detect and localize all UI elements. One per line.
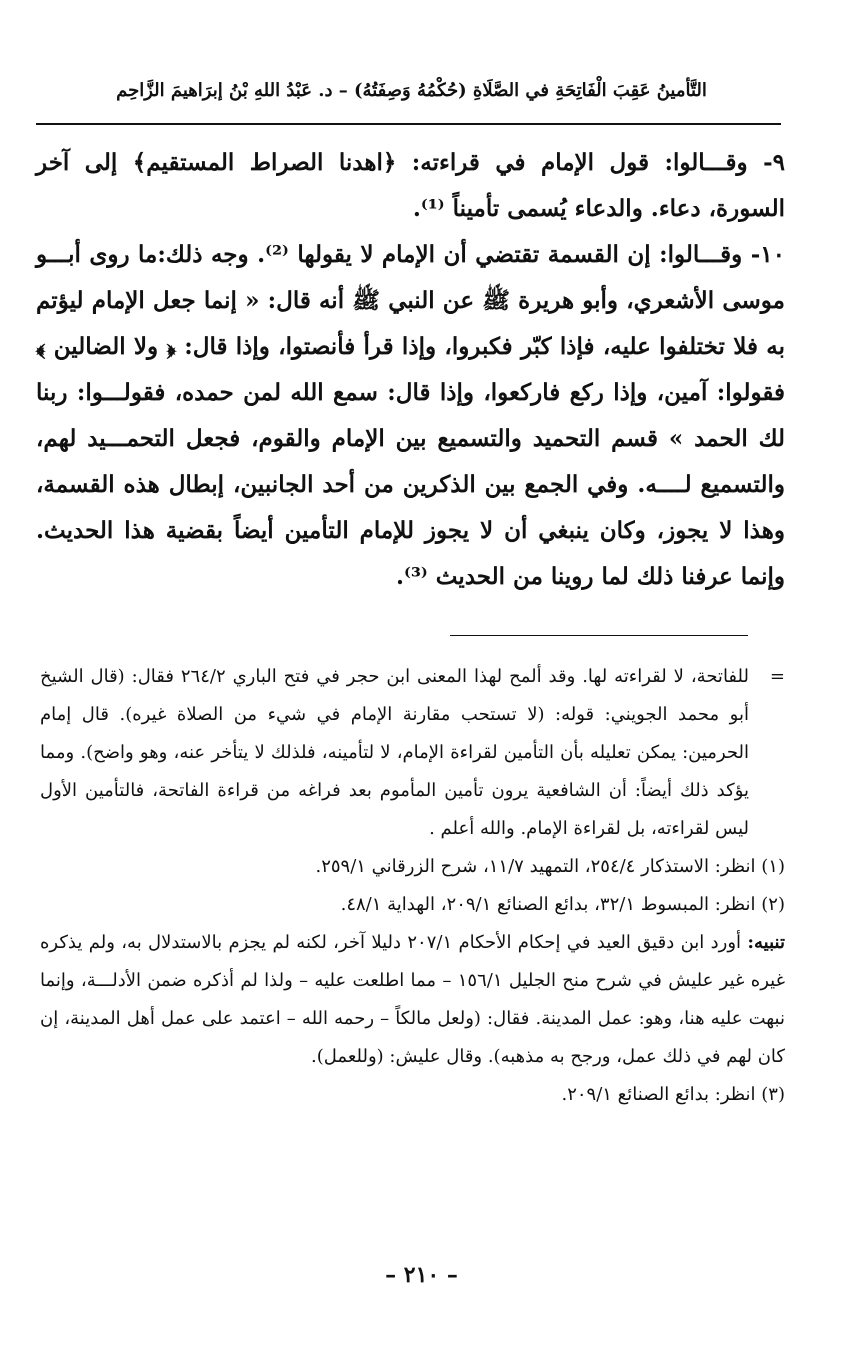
paragraph-10: ١٠- وقـــالوا: إن القسمة تقتضي أن الإمام لا يقولها ⁽²⁾. وجه ذلك:ما روى أبـــو موسى الأشعري، وأبو هريرة ﷺ عن النبي ﷺ أنه قال: « إنما جعل الإمام ليؤتم به فلا تختلفوا عليه، فإذا كبّر فكبروا، وإذا قرأ فأنصتوا، وإذا قال: ﴿ ولا الضالين ﴾ فقولوا: آمين، وإذا ركع فاركعوا، وإذا قال: سمع الله لمن حمده، فقولـــوا: ربنا لك الحمد » قسم التحميد والتسميع بين الإمام والقوم، فجعل التحمـــيد لهم، والتسميع لــــه. وفي الجمع بين الذكرين من أحد الجانبين، إبطال هذه القسمة، وهذا لا يجوز، وكان ينبغي أن لا يجوز للإمام التأمين أيضاً بقضية هذا الحديث. وإنما عرفنا ذلك لما روينا من الحديث ⁽³⁾. [36, 241, 785, 590]
tanbih-text: أورد ابن دقيق العيد في إحكام الأحكام ٢٠٧/١ دليلا آخر، لكنه لم يجزم بالاستدلال به، ولم يذكره غيره غير عليش في شرح منح الجليل ١٥٦/١ – مما اطلعت عليه – ولذا لم أذكره ضمن الأدلـــة، وإنما نبهت عليه هنا، وهو: عمل المدينة. فقال: (ولعل مالكاً – رحمه الله – اعتمد على عمل أهل المدينة، إن كان لهم في ذلك عمل، ورجح به مذهبه). وقال عليش: (وللعمل). [40, 932, 785, 1067]
footnote-tanbih [40, 924, 785, 1076]
page-number: – ٢١٠ – [385, 1262, 458, 1288]
footnote-3: (٣) انظر: بدائع الصنائع ٢٠٩/١. [561, 1084, 785, 1105]
footnote-1: (١) انظر: الاستذكار ٢٥٤/٤، التمهيد ١١/٧، شرح الزرقاني ٢٥٩/١. [315, 856, 785, 877]
paragraph-9: ٩- وقـــالوا: قول الإمام في قراءته: ﴿اهدنا الصراط المستقيم﴾ إلى آخر السورة، دعاء. والدعاء يُسمى تأميناً ⁽¹⁾. [36, 149, 785, 222]
tanbih-label: تنبيه: [747, 932, 785, 953]
continuation-marker: = [769, 666, 785, 687]
footnote-divider [450, 635, 748, 636]
footnotes [40, 658, 785, 1114]
footnote-continuation-text: للفاتحة، لا لقراءته لها. وقد ألمح لهذا المعنى ابن حجر في فتح الباري ٢٦٤/٢ فقال: (قال الشيخ أبو محمد الجويني: قوله: (لا تستحب مقارنة الإمام في شيء من الصلاة غيره). قال إمام الحرمين: يمكن تعليله بأن التأمين لقراءة الإمام، لا لتأمينه، فلذلك لا يتأخر عنه، وهو واضح). ومما يؤكد ذلك أيضاً: أن الشافعية يرون تأمين المأموم بعد فراغه من قراءة الفاتحة، فالتأمين الأول ليس لقراءته، بل لقراءة الإمام. والله أعلم . [40, 666, 749, 839]
footnote-2: (٢) انظر: المبسوط ٣٢/١، بدائع الصنائع ٢٠٩/١، الهداية ٤٨/١. [340, 894, 785, 915]
header-divider [36, 123, 781, 125]
footnote-continuation [40, 658, 785, 848]
main-text [36, 140, 785, 600]
running-header: التَّأمينُ عَقِبَ الْفَاتِحَةِ في الصَّلَاةِ (حُكْمُهُ وَصِفَتُهُ) – د. عَبْدُ اللهِ بْنُ إبرَاهيمَ الزَّاحِم [116, 80, 707, 101]
